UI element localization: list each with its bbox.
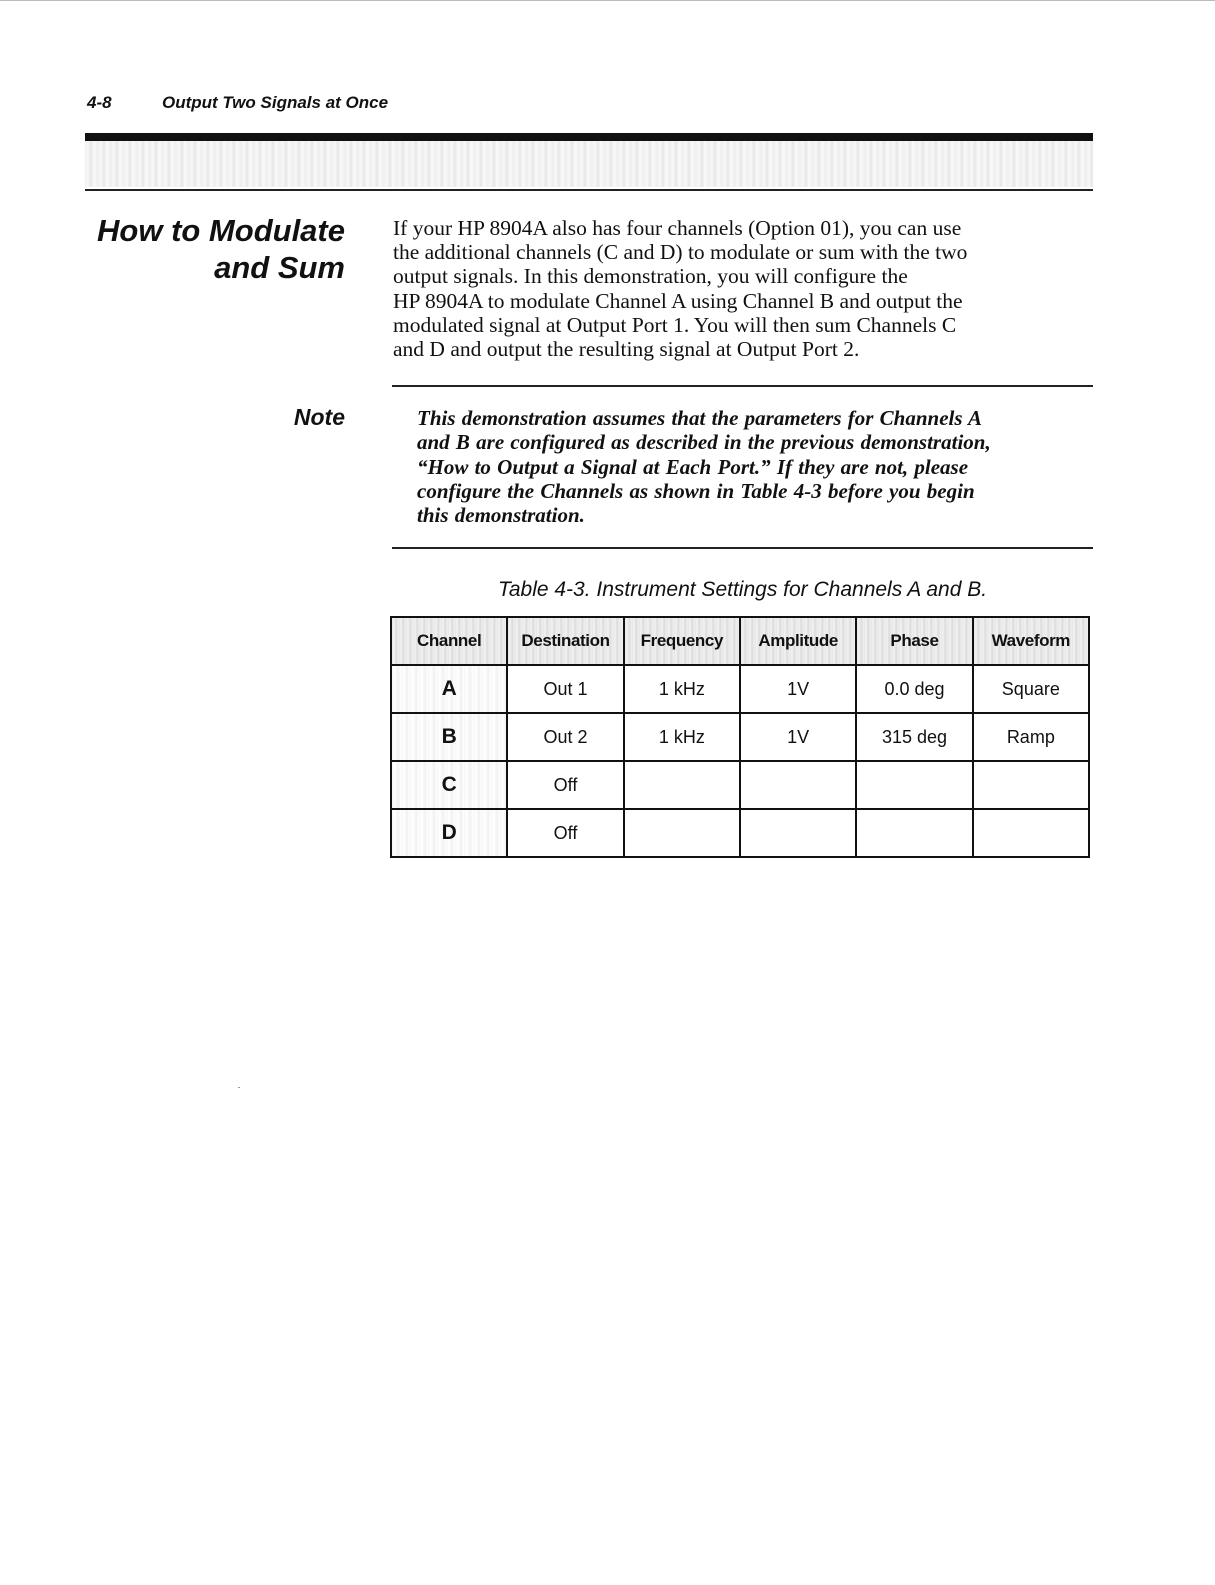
intro-line: HP 8904A to modulate Channel A using Channel B and output the bbox=[393, 288, 963, 313]
phase-cell bbox=[856, 761, 972, 809]
destination-cell: Out 1 bbox=[507, 665, 623, 713]
frequency-cell: 1 kHz bbox=[624, 713, 740, 761]
scan-speck bbox=[238, 1087, 240, 1088]
intro-paragraph bbox=[393, 216, 1093, 361]
table-caption: Table 4-3. Instrument Settings for Channels A and B. bbox=[497, 578, 988, 601]
column-header-destination: Destination bbox=[507, 617, 623, 665]
table-row bbox=[391, 761, 1089, 809]
note-rule-top bbox=[392, 385, 1093, 387]
column-header-amplitude: Amplitude bbox=[740, 617, 856, 665]
column-header-phase: Phase bbox=[856, 617, 972, 665]
waveform-cell bbox=[973, 761, 1089, 809]
header-rule-thick bbox=[85, 133, 1093, 141]
frequency-cell bbox=[624, 809, 740, 857]
intro-line: If your HP 8904A also has four channels (Option 01), you can use bbox=[393, 216, 962, 240]
channel-cell: A bbox=[391, 665, 507, 713]
header-rule-thin bbox=[85, 189, 1093, 191]
table-header-row bbox=[391, 617, 1089, 665]
amplitude-cell bbox=[740, 809, 856, 857]
note-line: configure the Channels as shown in Table 4-3 before you begin bbox=[417, 478, 975, 503]
phase-cell bbox=[856, 809, 972, 857]
note-rule-bottom bbox=[392, 547, 1093, 549]
column-header-channel: Channel bbox=[391, 617, 507, 665]
channel-cell: B bbox=[391, 713, 507, 761]
intro-line: the additional channels (C and D) to modulate or sum with the two bbox=[393, 240, 968, 265]
instrument-settings-table bbox=[390, 616, 1090, 858]
intro-line: and D and output the resulting signal at Output Port 2. bbox=[393, 337, 860, 362]
running-title: Output Two Signals at Once bbox=[162, 93, 389, 112]
column-header-frequency: Frequency bbox=[624, 617, 740, 665]
frequency-cell bbox=[624, 761, 740, 809]
note-line: “How to Output a Signal at Each Port.” If they are not, please bbox=[417, 454, 969, 479]
intro-line: output signals. In this demonstration, you will configure the bbox=[393, 264, 908, 289]
note-label: Note bbox=[293, 404, 345, 430]
header-rule-band bbox=[85, 141, 1093, 187]
section-heading-line2: and Sum bbox=[214, 250, 345, 285]
table-row bbox=[391, 809, 1089, 857]
column-header-waveform: Waveform bbox=[973, 617, 1089, 665]
note-line: this demonstration. bbox=[417, 503, 585, 528]
note-text bbox=[417, 406, 1093, 527]
section-heading bbox=[85, 212, 345, 286]
waveform-cell: Square bbox=[973, 665, 1089, 713]
amplitude-cell: 1V bbox=[740, 665, 856, 713]
intro-line: modulated signal at Output Port 1. You will then sum Channels C bbox=[393, 312, 957, 337]
waveform-cell bbox=[973, 809, 1089, 857]
page-top-edge bbox=[0, 0, 1215, 1]
note-line: and B are configured as described in the previous demonstration, bbox=[417, 430, 991, 455]
channel-cell: C bbox=[391, 761, 507, 809]
destination-cell: Off bbox=[507, 761, 623, 809]
destination-cell: Out 2 bbox=[507, 713, 623, 761]
frequency-cell: 1 kHz bbox=[624, 665, 740, 713]
waveform-cell: Ramp bbox=[973, 713, 1089, 761]
phase-cell: 0.0 deg bbox=[856, 665, 972, 713]
page-number: 4-8 bbox=[87, 93, 112, 112]
table-row bbox=[391, 713, 1089, 761]
running-header bbox=[87, 93, 388, 113]
phase-cell: 315 deg bbox=[856, 713, 972, 761]
channel-cell: D bbox=[391, 809, 507, 857]
amplitude-cell: 1V bbox=[740, 713, 856, 761]
section-heading-line1: How to Modulate bbox=[97, 213, 345, 248]
amplitude-cell bbox=[740, 761, 856, 809]
table-row bbox=[391, 665, 1089, 713]
destination-cell: Off bbox=[507, 809, 623, 857]
note-line: This demonstration assumes that the parameters for Channels A bbox=[417, 406, 983, 430]
